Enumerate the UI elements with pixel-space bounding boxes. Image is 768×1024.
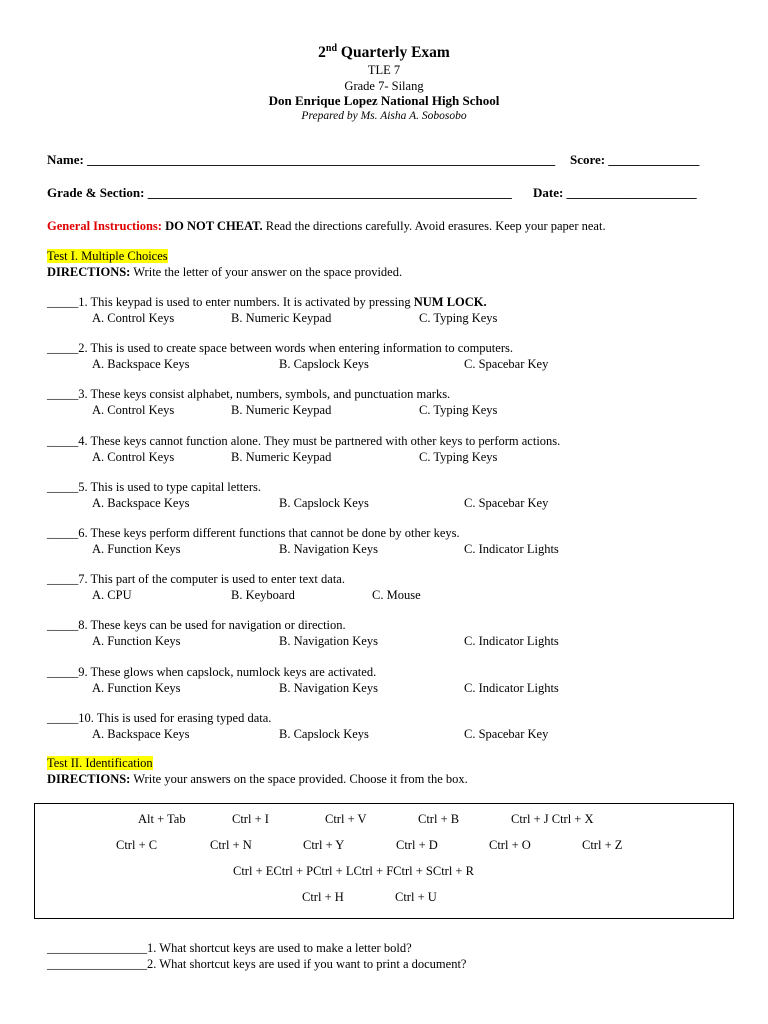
option-a[interactable]: A. Function Keys bbox=[92, 634, 181, 649]
option-c[interactable]: C. Typing Keys bbox=[419, 449, 498, 464]
question-4[interactable] bbox=[47, 434, 560, 448]
choice-alt-tab: Alt + Tab bbox=[138, 812, 186, 826]
question-text: _____4. These keys cannot function alone. They must be partnered with other keys to perform actions. bbox=[47, 433, 561, 448]
question-text: _____6. These keys perform different functions that cannot be done by other keys. bbox=[47, 526, 460, 540]
question-7[interactable] bbox=[47, 572, 345, 586]
option-b[interactable]: B. Navigation Keys bbox=[279, 680, 378, 695]
school-name: Don Enrique Lopez National High School bbox=[268, 93, 500, 108]
option-c[interactable]: C. Spacebar Key bbox=[464, 495, 549, 510]
grade-line: Grade 7- Silang bbox=[344, 79, 424, 93]
option-c[interactable]: C. Typing Keys bbox=[419, 311, 498, 325]
choice-ctrl-b: Ctrl + B bbox=[418, 812, 460, 826]
question-6[interactable] bbox=[47, 526, 460, 540]
test1-directions-label: DIRECTIONS: bbox=[47, 265, 131, 279]
option-a[interactable]: A. Control Keys bbox=[92, 449, 175, 464]
option-a[interactable]: A. Backspace Keys bbox=[92, 726, 190, 741]
option-b[interactable]: B. Navigation Keys bbox=[279, 634, 378, 649]
option-b[interactable]: B. Navigation Keys bbox=[279, 542, 378, 556]
option-a[interactable]: A. Function Keys bbox=[92, 680, 181, 695]
question-text: _____9. These glows when capslock, numlock keys are activated. bbox=[47, 664, 377, 679]
choice-ctrl-c: Ctrl + C bbox=[116, 838, 158, 852]
choice-ctrl-h: Ctrl + H bbox=[302, 890, 344, 904]
exam-title bbox=[0, 43, 768, 62]
option-c[interactable]: C. Indicator Lights bbox=[464, 542, 559, 556]
question-text: _____7. This part of the computer is used to enter text data. bbox=[47, 572, 345, 587]
question-text: _____5. This is used to type capital letters. bbox=[47, 479, 261, 494]
choice-ctrl-y: Ctrl + Y bbox=[303, 838, 345, 852]
option-a[interactable]: A. Function Keys bbox=[92, 542, 181, 556]
question-text: _____8. These keys can be used for navigation or direction. bbox=[47, 618, 346, 633]
name-field[interactable]: Name: ________________________________________________________________________ bbox=[47, 152, 556, 167]
question-text: _____10. This is used for erasing typed data. bbox=[47, 710, 272, 725]
question-1[interactable] bbox=[47, 295, 487, 309]
test1-directions bbox=[47, 265, 402, 279]
option-b[interactable]: B. Capslock Keys bbox=[279, 726, 369, 741]
option-b[interactable]: B. Keyboard bbox=[231, 588, 295, 603]
option-c[interactable]: C. Indicator Lights bbox=[464, 634, 559, 649]
choice-ctrl-v: Ctrl + V bbox=[325, 812, 367, 826]
option-a[interactable]: A. Backspace Keys bbox=[92, 495, 190, 510]
option-c[interactable]: C. Spacebar Key bbox=[464, 357, 549, 372]
choice-ctrl-j-ctrl-x: Ctrl + J Ctrl + X bbox=[511, 812, 594, 826]
option-c[interactable]: C. Typing Keys bbox=[419, 403, 498, 418]
grade-section-field[interactable]: Grade & Section: ________________________________________________________ bbox=[47, 185, 512, 200]
score-field[interactable]: Score: ______________ bbox=[570, 152, 700, 167]
instructions-emphasis: DO NOT CHEAT. bbox=[161, 219, 263, 233]
question-10[interactable] bbox=[47, 711, 271, 725]
test1-title-text: Test I. Multiple Choices bbox=[47, 249, 168, 263]
general-instructions bbox=[47, 219, 606, 233]
option-c[interactable]: C. Mouse bbox=[372, 588, 421, 603]
option-a[interactable]: A. CPU bbox=[92, 588, 132, 603]
choice-ctrl-d: Ctrl + D bbox=[396, 838, 438, 852]
question-8[interactable] bbox=[47, 618, 346, 632]
option-a[interactable]: A. Control Keys bbox=[92, 311, 175, 325]
prepared-by: Prepared by Ms. Aisha A. Sobosobo bbox=[301, 110, 467, 122]
question-emphasis: NUM LOCK. bbox=[413, 295, 487, 309]
test1-directions-text: Write the letter of your answer on the space provided. bbox=[130, 265, 403, 279]
test2-title-text: Test II. Identification bbox=[47, 756, 153, 770]
choice-ctrl-i: Ctrl + I bbox=[232, 812, 269, 826]
choice-row-combined: Ctrl + ECtrl + PCtrl + LCtrl + FCtrl + SCtrl + R bbox=[233, 864, 474, 878]
option-c[interactable]: C. Spacebar Key bbox=[464, 726, 549, 741]
question-text: _____2. This is used to create space between words when entering information to computers. bbox=[47, 341, 513, 356]
title-number: 2 bbox=[318, 44, 326, 61]
date-field[interactable]: Date: ____________________ bbox=[533, 185, 697, 200]
identification-question-1[interactable]: ________________1. What shortcut keys are used to make a letter bold? bbox=[47, 941, 412, 955]
test2-directions-label: DIRECTIONS: bbox=[47, 772, 131, 786]
question-3[interactable] bbox=[47, 387, 450, 401]
subject-line: TLE 7 bbox=[367, 63, 401, 77]
option-c[interactable]: C. Indicator Lights bbox=[464, 680, 559, 695]
choice-ctrl-z: Ctrl + Z bbox=[582, 838, 623, 852]
test2-title bbox=[47, 756, 153, 770]
instructions-text: Read the directions carefully. Avoid erasures. Keep your paper neat. bbox=[262, 219, 606, 233]
option-b[interactable]: B. Numeric Keypad bbox=[231, 449, 332, 464]
question-9[interactable] bbox=[47, 665, 376, 679]
instructions-label: General Instructions: bbox=[47, 219, 162, 233]
title-text: Quarterly Exam bbox=[337, 44, 450, 61]
identification-question-2[interactable]: ________________2. What shortcut keys are used if you want to print a document? bbox=[47, 957, 467, 971]
choice-ctrl-n: Ctrl + N bbox=[210, 838, 252, 852]
question-text: _____3. These keys consist alphabet, numbers, symbols, and punctuation marks. bbox=[47, 387, 451, 402]
option-b[interactable]: B. Capslock Keys bbox=[279, 357, 369, 372]
test2-directions-text: Write your answers on the space provided. Choose it from the box. bbox=[130, 772, 468, 786]
test1-title bbox=[47, 249, 168, 263]
option-b[interactable]: B. Numeric Keypad bbox=[231, 311, 332, 325]
option-a[interactable]: A. Control Keys bbox=[92, 403, 175, 418]
question-2[interactable] bbox=[47, 341, 513, 355]
option-b[interactable]: B. Numeric Keypad bbox=[231, 403, 332, 418]
option-a[interactable]: A. Backspace Keys bbox=[92, 357, 190, 372]
choice-ctrl-o: Ctrl + O bbox=[489, 838, 531, 852]
answer-choices-box bbox=[34, 803, 734, 919]
title-ordinal: nd bbox=[325, 43, 338, 54]
option-b[interactable]: B. Capslock Keys bbox=[279, 495, 369, 510]
question-5[interactable] bbox=[47, 480, 261, 494]
question-text: _____1. This keypad is used to enter numbers. It is activated by pressing bbox=[47, 295, 414, 309]
choice-ctrl-u: Ctrl + U bbox=[395, 890, 437, 904]
test2-directions bbox=[47, 772, 468, 786]
